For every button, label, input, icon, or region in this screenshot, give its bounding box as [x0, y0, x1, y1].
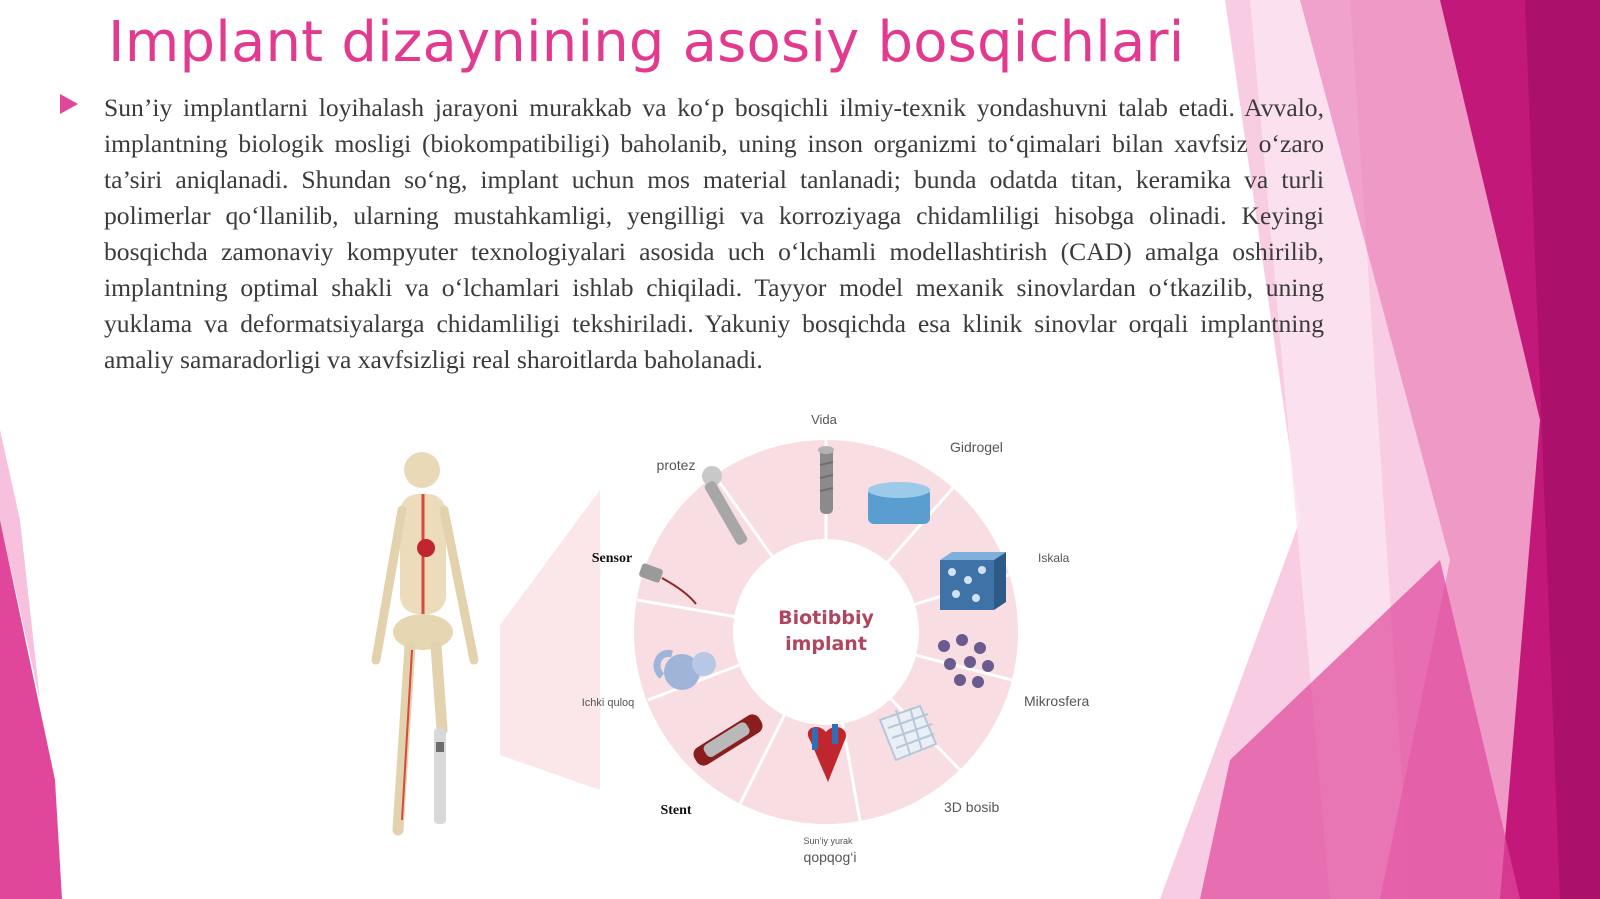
label-vida: Vida [811, 412, 837, 427]
hydrogel-icon [868, 482, 930, 524]
bg-shape-left-pink [0, 520, 62, 899]
screw-icon [818, 446, 834, 514]
label-iskala: Iskala [1038, 551, 1070, 565]
skeleton-icon [376, 452, 474, 830]
figure-wedge [500, 490, 600, 790]
scaffold-icon [940, 552, 1006, 610]
label-3d-bosib: 3D bosib [944, 799, 1000, 815]
label-protez: protez [656, 457, 696, 473]
label-sensor: Sensor [591, 551, 633, 566]
bullet-arrow-icon [60, 94, 78, 114]
center-label-line1: Biotibbiy [778, 607, 874, 629]
label-qopqogi: qopqog‘i [803, 849, 857, 865]
label-mikrosfera: Mikrosfera [1024, 693, 1090, 709]
slide-paragraph: Sun’iy implantlarni loyihalash jarayoni murakkab va ko‘p bosqichli ilmiy-texnik yondashuvni talab etadi. Avvalo, implantning biologik mosligi (biokompatibiligi) baholanib, uning inson organizmi to‘qimalari bilan xavfsiz o‘zaro ta’siri aniqlanadi. Shundan so‘ng, implant uchun mos material tanlanadi; bunda odatda titan, keramika va turli polimerlar qo‘llanilib, ularning mustahkamligi, yengilligi va korroziyaga chidamliligi hisobga olinadi. Keyingi bosqichda zamonaviy kompyuter texnologiyalari asosida uch o‘lchamli modellashtirish (CAD) amalga oshirilib, implantning optimal shakli va o‘lchamlari ishlab chiqiladi. Tayyor model mexanik sinovlardan o‘tkazilib, uning yuklama va deformatsiyalarga chidamliligi tekshiriladi. Yakuniy bosqichda esa klinik sinovlar orqali implantning amaliy samaradorligi va xavfsizligi real sharoitlarda baholanadi. [104, 93, 1324, 374]
implant-figure [340, 410, 1140, 890]
center-circle [733, 539, 919, 725]
label-stent: Stent [660, 803, 692, 818]
label-gidrogel: Gidrogel [950, 439, 1003, 455]
label-suniy-yurak: Sun’iy yurak [803, 836, 853, 846]
center-label-line2: implant [785, 633, 867, 655]
slide-title: Implant dizaynining asosiy bosqichlari [108, 10, 1185, 75]
label-ichki-quloq: Ichki quloq [581, 697, 635, 709]
